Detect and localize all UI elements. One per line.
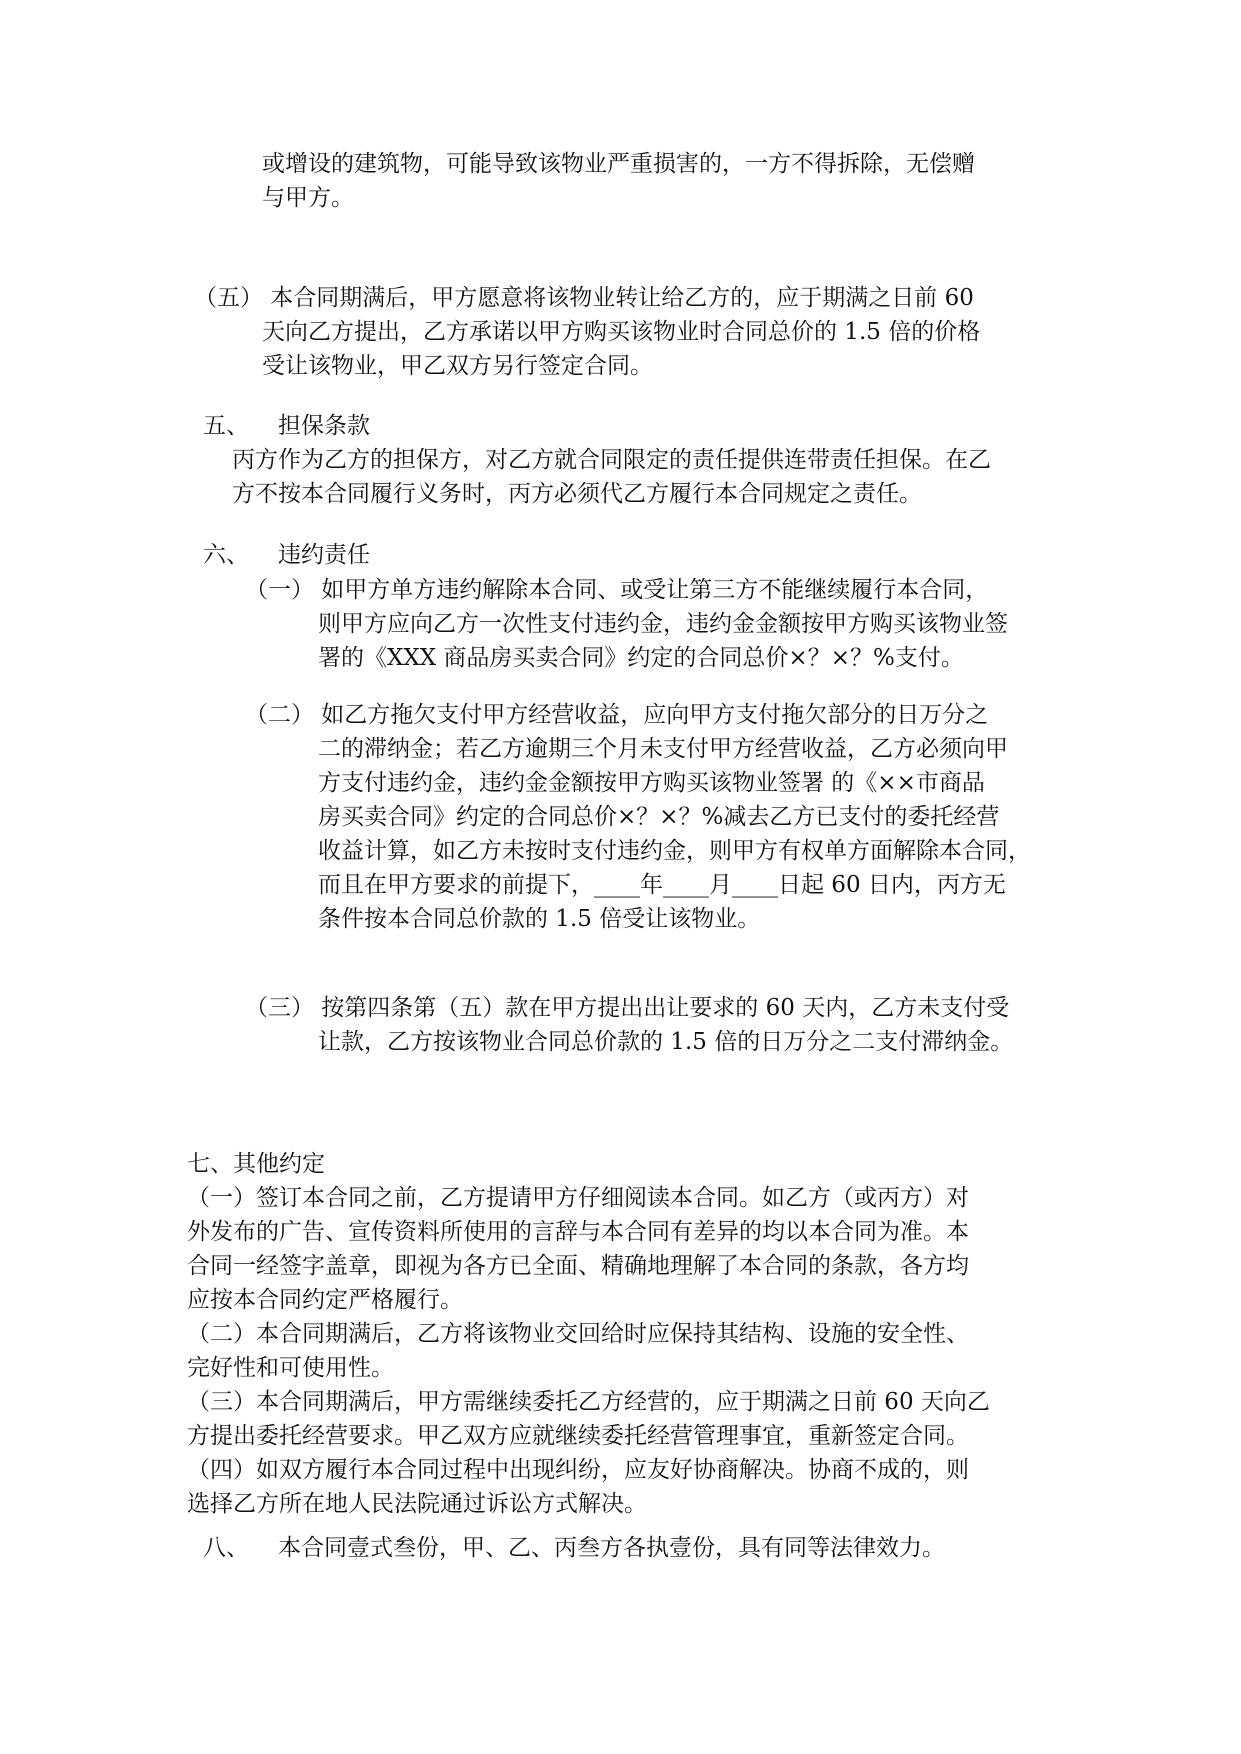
- section-text: 本合同壹式叁份，甲、乙、丙叁方各执壹份，具有同等法律效力。: [278, 1535, 945, 1561]
- clause-4-5-line: （五） 本合同期满后，甲方愿意将该物业转让给乙方的，应于期满之日前 60: [194, 285, 974, 311]
- paragraph-line: 署的《XXX 商品房买卖合同》约定的合同总价×？×？%支付。: [318, 645, 964, 671]
- paragraph-line: 条件按本合同总价款的 1.5 倍受让该物业。: [318, 906, 761, 932]
- paragraph-line: 收益计算，如乙方未按时支付违约金，则甲方有权单方面解除本合同，: [318, 838, 1031, 864]
- section-7-heading: 七、其他约定: [187, 1151, 325, 1177]
- paragraph-line: 二的滞纳金；若乙方逾期三个月未支付甲方经营收益，乙方必须向甲: [318, 736, 1008, 762]
- paragraph-line: 选择乙方所在地人民法院通过诉讼方式解决。: [187, 1491, 647, 1517]
- paragraph-line: 让款，乙方按该物业合同总价款的 1.5 倍的日万分之二支付滞纳金。: [318, 1029, 1014, 1055]
- section-6-heading: [203, 538, 370, 572]
- clause-6-1-continuation: [318, 607, 1008, 675]
- paragraph-line: 房买卖合同》约定的合同总价×？×？%减去乙方已支付的委托经营: [318, 804, 1000, 830]
- paragraph-line: 或增设的建筑物，可能导致该物业严重损害的，一方不得拆除，无偿赠: [262, 151, 975, 177]
- paragraph-line: 丙方作为乙方的担保方，对乙方就合同限定的责任提供连带责任担保。在乙: [232, 447, 991, 473]
- section-8-line: [203, 1531, 945, 1565]
- paragraph-line: （三）本合同期满后，甲方需继续委托乙方经营的，应于期满之日前 60 天向乙: [187, 1389, 990, 1415]
- section-title: 违约责任: [278, 542, 370, 568]
- paragraph-line: （一）签订本合同之前，乙方提请甲方仔细阅读本合同。如乙方（或丙方）对: [187, 1185, 969, 1211]
- clause-6-3-line: （三） 按第四条第（五）款在甲方提出出让要求的 60 天内，乙方未支付受: [245, 995, 1010, 1021]
- paragraph-line: 应按本合同约定严格履行。: [187, 1287, 463, 1313]
- clause-6-2-line: （二） 如乙方拖欠支付甲方经营收益，应向甲方支付拖欠部分的日万分之: [245, 702, 989, 728]
- clause-6-3-continuation: [318, 1025, 1013, 1059]
- section-7-body: [187, 1181, 990, 1521]
- clause-4-5-continuation: [262, 315, 980, 383]
- paragraph-line: 完好性和可使用性。: [187, 1355, 394, 1381]
- paragraph-line: （四）如双方履行本合同过程中出现纠纷，应友好协商解决。协商不成的，则: [187, 1457, 969, 1483]
- section-number: 六、: [203, 542, 249, 568]
- paragraph-line: 方支付违约金，违约金金额按甲方购买该物业签署 的《××市商品: [318, 770, 985, 796]
- section-number: 八、: [203, 1535, 249, 1561]
- paragraph-line: 与甲方。: [262, 185, 354, 211]
- paragraph-line: 而且在甲方要求的前提下，____年____月____日起 60 日内，丙方无: [318, 872, 1006, 898]
- section-5-heading: [203, 409, 370, 443]
- paragraph-line: 方提出委托经营要求。甲乙双方应就继续委托经营管理事宜，重新签定合同。: [187, 1423, 969, 1449]
- section-title: 担保条款: [278, 413, 370, 439]
- clause-6-2-continuation: [318, 732, 1031, 936]
- clause-6-1-line: （一） 如甲方单方违约解除本合同、或受让第三方不能继续履行本合同，: [245, 577, 989, 603]
- paragraph-line: 则甲方应向乙方一次性支付违约金，违约金金额按甲方购买该物业签: [318, 611, 1008, 637]
- paragraph-line: 受让该物业，甲乙双方另行签定合同。: [262, 353, 653, 379]
- paragraph-line: 方不按本合同履行义务时，丙方必须代乙方履行本合同规定之责任。: [232, 481, 922, 507]
- section-5-body: [232, 443, 991, 511]
- paragraph-line: （二）本合同期满后，乙方将该物业交回给时应保持其结构、设施的安全性、: [187, 1321, 969, 1347]
- section4-continuation: [262, 147, 975, 215]
- paragraph-line: 外发布的广告、宣传资料所使用的言辞与本合同有差异的均以本合同为准。本: [187, 1219, 969, 1245]
- paragraph-line: 合同一经签字盖章，即视为各方已全面、精确地理解了本合同的条款，各方均: [187, 1253, 969, 1279]
- section-number: 五、: [203, 413, 249, 439]
- paragraph-line: 天向乙方提出，乙方承诺以甲方购买该物业时合同总价的 1.5 倍的价格: [262, 319, 981, 345]
